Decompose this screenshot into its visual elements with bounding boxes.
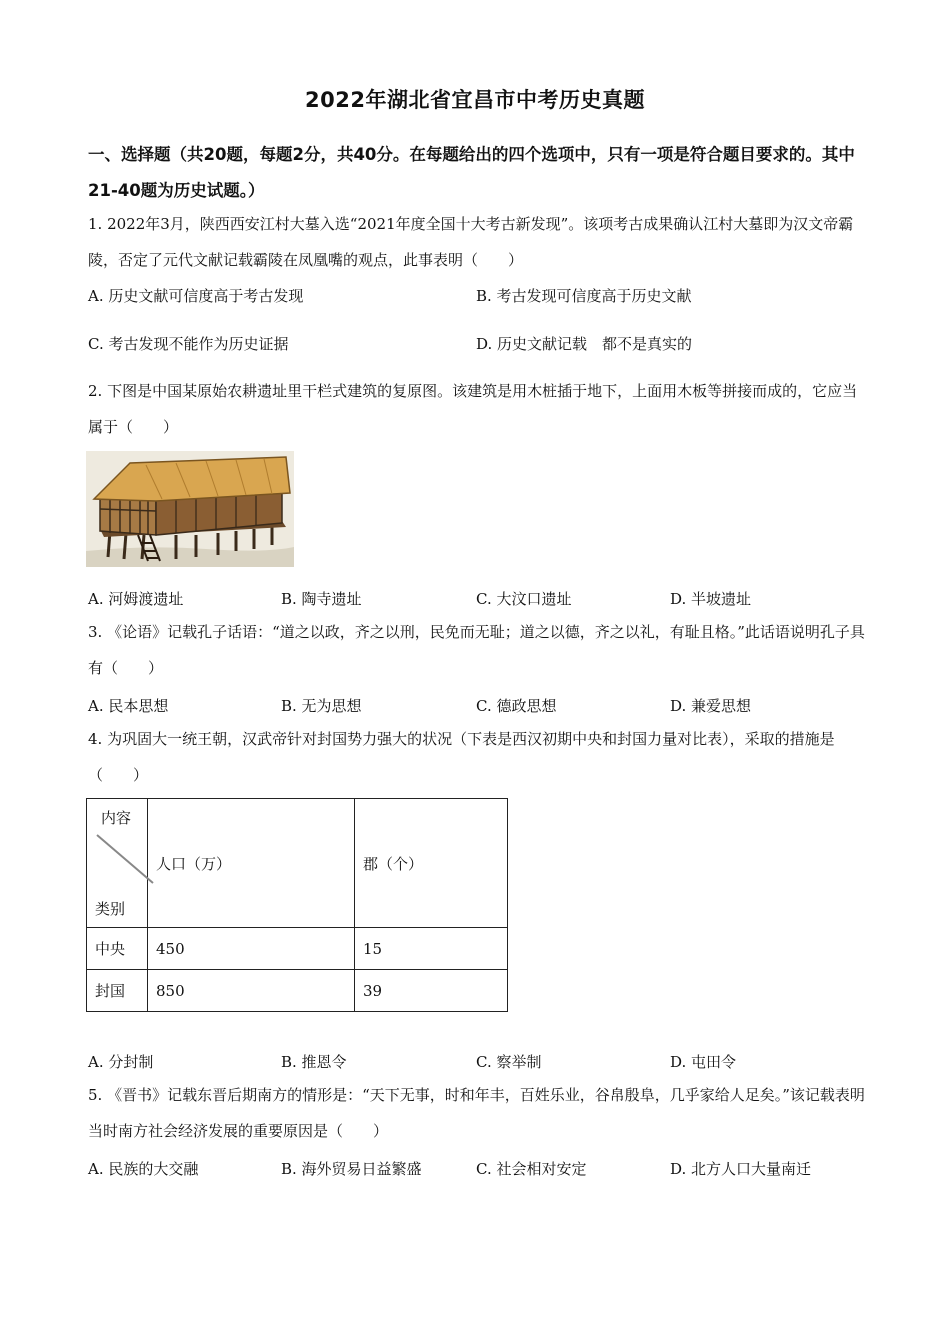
cell-commanderies: 39 (355, 970, 508, 1012)
cell-population: 450 (148, 928, 355, 970)
question-2-option-c: C. 大汶口遗址 (476, 590, 572, 608)
question-2-option-b: B. 陶寺遗址 (281, 590, 362, 608)
question-5-stem: 5. 《晋书》记载东晋后期南方的情形是：“天下无事，时和年丰，百姓乐业，谷帛殷阜，几乎家给人足矣。”该记载表明当时南方社会经济发展的重要原因是（ ） (88, 1086, 865, 1140)
stilt-house-illustration (86, 451, 294, 567)
question-2-option-d: D. 半坡遗址 (670, 590, 752, 608)
cell-population: 850 (148, 970, 355, 1012)
question-4-option-c: C. 察举制 (476, 1053, 542, 1071)
question-3-option-d: D. 兼爱思想 (670, 697, 752, 715)
question-1-stem: 1. 2022年3月，陕西西安江村大墓入选“2021年度全国十大考古新发现”。该项考古成果确认江村大墓即为汉文帝霸陵，否定了元代文献记载霸陵在凤凰嘴的观点，此事表明（ ） (88, 215, 854, 269)
section-heading: 一、选择题（共20题，每题2分，共40分。在每题给出的四个选项中，只有一项是符合题目要求的。其中21-40题为历史试题。） (88, 145, 855, 200)
question-5-option-a: A. 民族的大交融 (88, 1160, 199, 1178)
question-3-option-b: B. 无为思想 (281, 697, 362, 715)
corner-bottom-label: 类别 (95, 900, 126, 918)
table-row (87, 928, 508, 970)
question-4-option-a: A. 分封制 (88, 1053, 154, 1071)
table-corner-cell (87, 799, 148, 928)
stilt-house-drawing (86, 451, 294, 567)
header-commanderies: 郡（个） (355, 799, 508, 928)
question-5-option-c: C. 社会相对安定 (476, 1160, 587, 1178)
question-4-stem: 4. 为巩固大一统王朝，汉武帝针对封国势力强大的状况（下表是西汉初期中央和封国力量对比表），采取的措施是（ ） (88, 730, 835, 784)
page-title: 2022年湖北省宜昌市中考历史真题 (305, 88, 645, 112)
question-1-option-b: B. 考古发现可信度高于历史文献 (476, 287, 692, 305)
question-3-option-c: C. 德政思想 (476, 697, 557, 715)
question-3-stem: 3. 《论语》记载孔子话语：“道之以政，齐之以刑，民免而无耻；道之以德，齐之以礼，有耻且格。”此话语说明孔子具有（ ） (88, 623, 865, 677)
table-row (87, 970, 508, 1012)
question-1-option-a: A. 历史文献可信度高于考古发现 (88, 287, 304, 305)
question-4-option-b: B. 推恩令 (281, 1053, 347, 1071)
question-4-option-d: D. 屯田令 (670, 1053, 737, 1071)
question-1-option-c: C. 考古发现不能作为历史证据 (88, 335, 289, 353)
row-label: 中央 (87, 928, 148, 970)
row-label: 封国 (87, 970, 148, 1012)
question-3-option-a: A. 民本思想 (88, 697, 169, 715)
power-comparison-table (86, 798, 508, 1012)
cell-commanderies: 15 (355, 928, 508, 970)
question-1-option-d: D. 历史文献记载 都不是真实的 (476, 335, 693, 353)
header-population: 人口（万） (148, 799, 355, 928)
corner-top-label: 内容 (100, 809, 131, 827)
question-2-stem: 2. 下图是中国某原始农耕遗址里干栏式建筑的复原图。该建筑是用木桩插于地下，上面用木板等拼接而成的，它应当属于（ ） (88, 382, 858, 436)
question-5-option-b: B. 海外贸易日益繁盛 (281, 1160, 422, 1178)
table-header-row (87, 799, 508, 928)
question-2-option-a: A. 河姆渡遗址 (88, 590, 184, 608)
question-5-option-d: D. 北方人口大量南迁 (670, 1160, 812, 1178)
